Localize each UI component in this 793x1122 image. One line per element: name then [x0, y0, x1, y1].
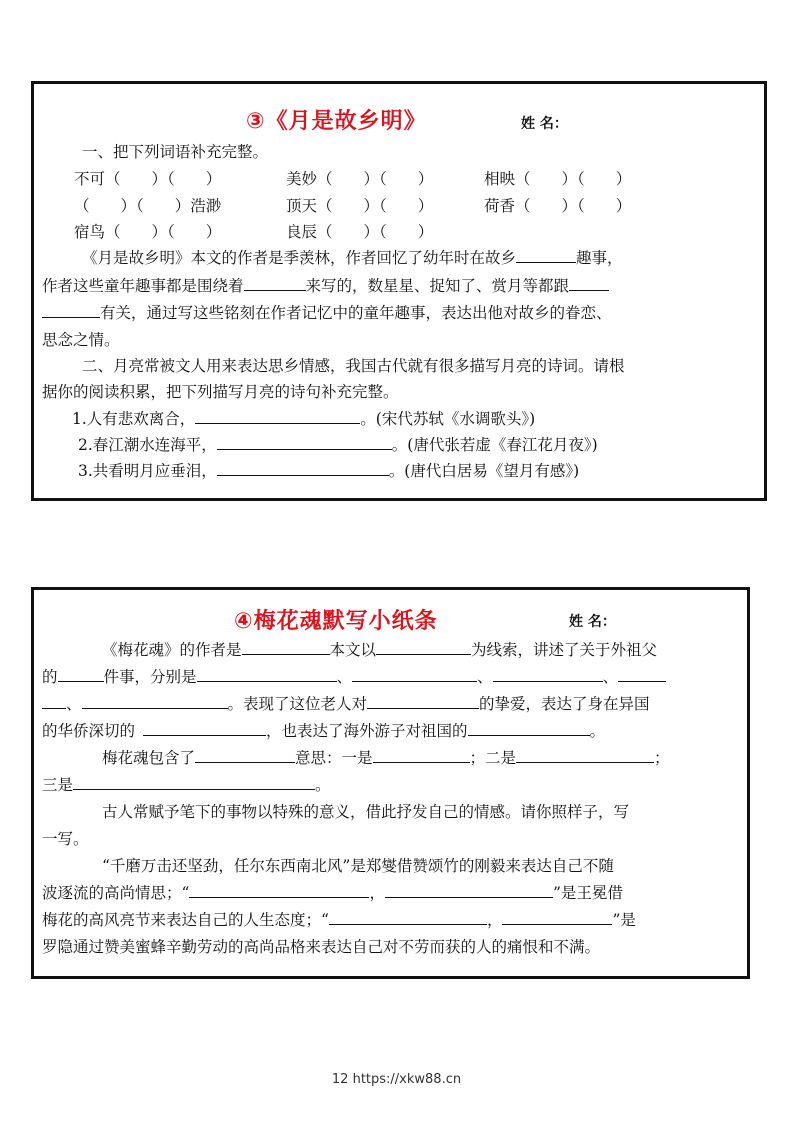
card-title: ④梅花魂默写小纸条 — [234, 609, 438, 634]
paragraph-line: 三是 。 — [42, 776, 331, 794]
answer-blank[interactable] — [143, 721, 266, 736]
paragraph-line: 、 。表现了这位老人对 的挚爱，表达了身在异国 — [42, 694, 650, 714]
paragraph-line: 二、月亮常被文人用来表达思乡情感，我国古代就有很多描写月亮的诗词。请根 — [82, 357, 625, 375]
answer-blank[interactable] — [58, 667, 104, 682]
poem-line: 1.人有悲欢离合， 。(宋代苏轼《水调歌头》) — [72, 410, 536, 428]
answer-blank[interactable] — [42, 694, 66, 709]
answer-blank[interactable] — [352, 667, 477, 682]
word-item: 宿鸟（ ）（ ） — [74, 223, 222, 241]
poem-line: 2.春江潮水连海平， 。(唐代张若虚《春江花月夜》) — [78, 436, 598, 454]
card-title: ③《月是故乡明》 — [246, 109, 427, 134]
answer-blank[interactable] — [376, 640, 471, 655]
answer-blank[interactable] — [569, 276, 609, 291]
paragraph-line: 的华侨深切的 ，也表达了海外游子对祖国的 。 — [42, 722, 606, 740]
paragraph-line: 波逐流的高尚情思；“ ， ”是王冕借 — [42, 884, 623, 902]
answer-blank[interactable] — [367, 694, 479, 709]
worksheet-card-1 — [31, 81, 767, 501]
answer-blank[interactable] — [195, 409, 360, 424]
paragraph-line: 《月是故乡明》本文的作者是季羡林，作者回忆了幼年时在故乡 趣事， — [82, 249, 623, 267]
answer-blank[interactable] — [516, 748, 654, 763]
word-item: 良辰（ ）（ ） — [286, 223, 434, 241]
paragraph-line: 思念之情。 — [42, 331, 120, 349]
answer-blank[interactable] — [373, 748, 470, 763]
answer-blank[interactable] — [516, 248, 576, 263]
answer-blank[interactable] — [217, 461, 389, 476]
answer-blank[interactable] — [42, 303, 100, 318]
answer-blank[interactable] — [195, 748, 295, 763]
paragraph-line: 古人常赋予笔下的事物以特殊的意义，借此抒发自己的情感。请你照样子，写 — [102, 803, 630, 821]
answer-blank[interactable] — [189, 883, 369, 898]
word-item: （ ）（ ）浩渺 — [74, 197, 222, 215]
word-item: 相映（ ）（ ） — [484, 170, 632, 188]
worksheet-card-2 — [31, 587, 750, 979]
paragraph-line: 一写。 — [42, 830, 89, 848]
poem-line: 3.共看明月应垂泪， 。(唐代白居易《望月有感》) — [78, 462, 580, 480]
paragraph-line: 作者这些童年趣事都是围绕着 来写的，数星星、捉知了、赏月等都跟 — [42, 276, 609, 296]
paragraph-line: 据你的阅读积累，把下列描写月亮的诗句补充完整。 — [42, 383, 399, 401]
answer-blank[interactable] — [468, 721, 590, 736]
page-footer: 12 https://xkw88.cn — [331, 1072, 462, 1087]
paragraph-line: 《梅花魂》的作者是 本文以 为线索，讲述了关于外祖父 — [102, 641, 658, 659]
answer-blank[interactable] — [618, 667, 666, 682]
name-label: 姓 名： — [569, 614, 616, 630]
answer-blank[interactable] — [493, 667, 603, 682]
paragraph-line: 有关，通过写这些铭刻在作者记忆中的童年趣事，表达出他对故乡的眷恋、 — [42, 303, 612, 323]
paragraph-line: “千磨万击还坚劲，任尔东西南北风”是郑燮借赞颂竹的刚毅来表达自己不随 — [102, 857, 614, 875]
answer-blank[interactable] — [329, 910, 487, 925]
answer-blank[interactable] — [82, 694, 228, 709]
word-item: 荷香（ ）（ ） — [484, 197, 632, 215]
answer-blank[interactable] — [197, 667, 337, 682]
word-item: 美妙（ ）（ ） — [286, 170, 434, 188]
paragraph-line: 梅花魂包含了 意思：一是 ；二是 ； — [102, 749, 670, 767]
paragraph-line: 罗隐通过赞美蜜蜂辛勤劳动的高尚品格来表达自己对不劳而获的人的痛恨和不满。 — [42, 938, 601, 956]
word-item: 不可（ ）（ ） — [74, 170, 222, 188]
answer-blank[interactable] — [385, 883, 553, 898]
paragraph-line: 梅花的高风亮节来表达自己的人生态度；“ ， ”是 — [42, 911, 636, 929]
name-label: 姓 名： — [521, 116, 568, 132]
paragraph-line: 的 件事，分别是 、 、 、 — [42, 667, 666, 687]
answer-blank[interactable] — [244, 276, 306, 291]
section-heading: 一、把下列词语补充完整。 — [82, 143, 269, 161]
answer-blank[interactable] — [217, 435, 392, 450]
answer-blank[interactable] — [502, 910, 612, 925]
answer-blank[interactable] — [242, 640, 330, 655]
word-item: 顶天（ ）（ ） — [286, 197, 434, 215]
answer-blank[interactable] — [73, 775, 315, 790]
